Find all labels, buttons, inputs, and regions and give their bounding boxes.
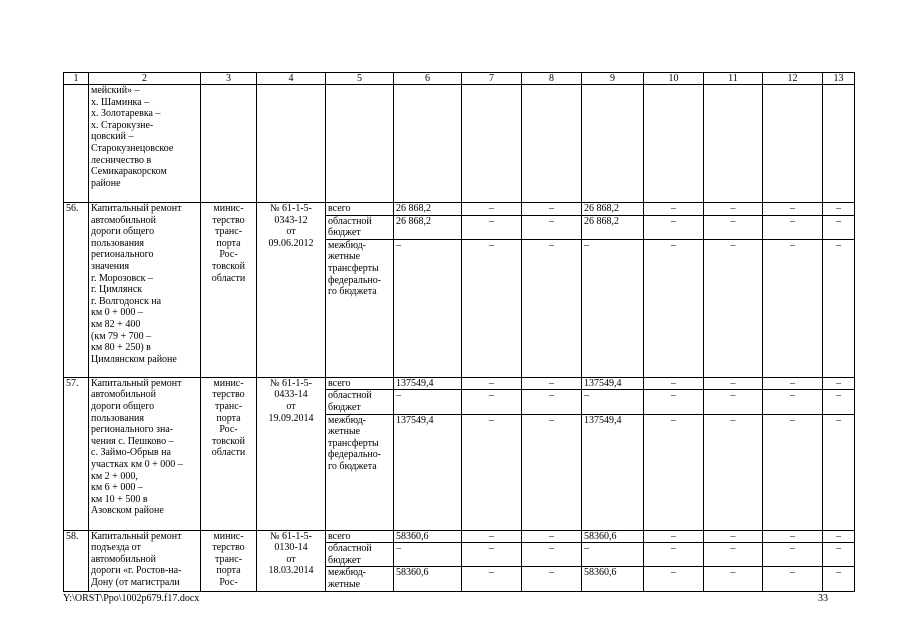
empty-cell xyxy=(763,85,823,203)
continuation-row xyxy=(64,85,855,203)
document-cell: № 61-1-5- 0433-14 от 19.09.2014 xyxy=(257,377,326,530)
col-header: 9 xyxy=(582,73,644,85)
empty-cell xyxy=(823,85,855,203)
empty-cell xyxy=(201,85,257,203)
entry-number: 58. xyxy=(64,530,89,591)
amount-cell: – xyxy=(522,377,582,390)
amount-cell: 58360,6 xyxy=(582,530,644,543)
amount-cell: 26 868,2 xyxy=(582,215,644,239)
col-header: 3 xyxy=(201,73,257,85)
budget-row xyxy=(64,203,855,216)
amount-cell: – xyxy=(644,567,704,591)
amount-cell: – xyxy=(763,239,823,377)
amount-cell: – xyxy=(763,530,823,543)
amount-cell: – xyxy=(644,203,704,216)
amount-cell: – xyxy=(462,377,522,390)
col-header: 6 xyxy=(394,73,462,85)
amount-cell: – xyxy=(823,543,855,567)
amount-cell: – xyxy=(763,215,823,239)
amount-cell: – xyxy=(823,239,855,377)
col-header: 4 xyxy=(257,73,326,85)
entry-number: 56. xyxy=(64,203,89,378)
empty-cell xyxy=(257,85,326,203)
amount-cell: – xyxy=(763,390,823,414)
amount-cell: – xyxy=(644,377,704,390)
organization-cell: минис- терство транс- порта Рос- товской области xyxy=(201,377,257,530)
amount-cell: – xyxy=(763,203,823,216)
amount-cell: – xyxy=(704,215,763,239)
amount-cell: – xyxy=(823,215,855,239)
empty-cell xyxy=(326,85,394,203)
amount-cell: – xyxy=(644,543,704,567)
amount-cell: – xyxy=(522,530,582,543)
amount-cell: 58360,6 xyxy=(394,530,462,543)
entry-number: 57. xyxy=(64,377,89,530)
amount-cell: – xyxy=(763,414,823,530)
amount-cell: – xyxy=(462,215,522,239)
document-cell: № 61-1-5- 0343-12 от 09.06.2012 xyxy=(257,203,326,378)
amount-cell: 26 868,2 xyxy=(394,215,462,239)
amount-cell: – xyxy=(704,567,763,591)
amount-cell: 58360,6 xyxy=(582,567,644,591)
col-header: 8 xyxy=(522,73,582,85)
budget-row xyxy=(64,530,855,543)
funding-source-cell: областной бюджет xyxy=(326,390,394,414)
amount-cell: – xyxy=(522,567,582,591)
object-name-cell: Капитальный ремонт автомобильной дороги общего пользования регионального значения г. Морозовск – г. Цимлянск г. Волгодонск на км 0 + 000 – км 82 + 400 (км 79 + 700 – км 80 + 250) в Цимлянском районе xyxy=(89,203,201,378)
footer-file-path: Y:\ORST\Ppo\1002p679.f17.docx xyxy=(63,593,200,604)
amount-cell: – xyxy=(582,543,644,567)
amount-cell: – xyxy=(522,543,582,567)
amount-cell: – xyxy=(823,567,855,591)
funding-source-cell: всего xyxy=(326,530,394,543)
budget-row xyxy=(64,377,855,390)
amount-cell: – xyxy=(763,567,823,591)
amount-cell: – xyxy=(644,215,704,239)
amount-cell: – xyxy=(644,414,704,530)
amount-cell: 137549,4 xyxy=(582,414,644,530)
amount-cell: – xyxy=(462,567,522,591)
amount-cell: 58360,6 xyxy=(394,567,462,591)
object-name-cell: Капитальный ремонт подъезда от автомобильной дороги «г. Ростов-на- Дону (от магистрали xyxy=(89,530,201,591)
amount-cell: – xyxy=(582,390,644,414)
amount-cell: – xyxy=(823,390,855,414)
funding-source-cell: всего xyxy=(326,377,394,390)
col-header: 13 xyxy=(823,73,855,85)
amount-cell: – xyxy=(704,543,763,567)
empty-cell xyxy=(462,85,522,203)
column-numbers-row xyxy=(64,73,855,85)
funding-source-cell: областной бюджет xyxy=(326,543,394,567)
empty-cell xyxy=(522,85,582,203)
amount-cell: – xyxy=(522,203,582,216)
amount-cell: – xyxy=(394,390,462,414)
amount-cell: 26 868,2 xyxy=(394,203,462,216)
amount-cell: – xyxy=(823,414,855,530)
budget-table xyxy=(63,72,855,592)
amount-cell: 137549,4 xyxy=(394,377,462,390)
amount-cell: – xyxy=(704,377,763,390)
funding-source-cell: межбюд- жетные трансферты федерально- го бюджета xyxy=(326,239,394,377)
amount-cell: – xyxy=(644,530,704,543)
amount-cell: – xyxy=(644,239,704,377)
col-header: 11 xyxy=(704,73,763,85)
col-header: 5 xyxy=(326,73,394,85)
amount-cell: – xyxy=(823,377,855,390)
amount-cell: – xyxy=(704,530,763,543)
amount-cell: – xyxy=(462,390,522,414)
document-cell: № 61-1-5- 0130-14 от 18.03.2014 xyxy=(257,530,326,591)
amount-cell: – xyxy=(522,414,582,530)
amount-cell: – xyxy=(704,414,763,530)
object-name-cell: Капитальный ремонт автомобильной дороги общего пользования регионального зна- чения с. Пешково – с. Займо-Обрыв на участках км 0 + 000 – км 2 + 000, км 6 + 000 – км 10 + 500 в Азовском районе xyxy=(89,377,201,530)
amount-cell: – xyxy=(644,390,704,414)
col-header: 12 xyxy=(763,73,823,85)
amount-cell: – xyxy=(462,543,522,567)
empty-cell xyxy=(64,85,89,203)
amount-cell: – xyxy=(462,530,522,543)
amount-cell: – xyxy=(823,530,855,543)
col-header: 1 xyxy=(64,73,89,85)
amount-cell: 26 868,2 xyxy=(582,203,644,216)
empty-cell xyxy=(644,85,704,203)
page-number: 33 xyxy=(818,593,828,604)
amount-cell: 137549,4 xyxy=(582,377,644,390)
amount-cell: – xyxy=(522,239,582,377)
amount-cell: – xyxy=(522,390,582,414)
amount-cell: – xyxy=(704,390,763,414)
amount-cell: – xyxy=(582,239,644,377)
amount-cell: – xyxy=(763,543,823,567)
col-header: 2 xyxy=(89,73,201,85)
organization-cell: минис- терство транс- порта Рос- xyxy=(201,530,257,591)
organization-cell: минис- терство транс- порта Рос- товской области xyxy=(201,203,257,378)
funding-source-cell: межбюд- жетные трансферты федерально- го бюджета xyxy=(326,414,394,530)
amount-cell: – xyxy=(462,203,522,216)
amount-cell: – xyxy=(394,239,462,377)
empty-cell xyxy=(704,85,763,203)
amount-cell: – xyxy=(823,203,855,216)
amount-cell: – xyxy=(462,239,522,377)
amount-cell: – xyxy=(704,239,763,377)
object-name-cell: мейский» – х. Шаминка – х. Золотаревка – х. Старокузне- цовский – Старокузнецовское лесничество в Семикаракорском районе xyxy=(89,85,201,203)
amount-cell: – xyxy=(394,543,462,567)
funding-source-cell: межбюд- жетные xyxy=(326,567,394,591)
amount-cell: 137549,4 xyxy=(394,414,462,530)
col-header: 7 xyxy=(462,73,522,85)
empty-cell xyxy=(394,85,462,203)
funding-source-cell: областной бюджет xyxy=(326,215,394,239)
empty-cell xyxy=(582,85,644,203)
amount-cell: – xyxy=(522,215,582,239)
amount-cell: – xyxy=(763,377,823,390)
col-header: 10 xyxy=(644,73,704,85)
amount-cell: – xyxy=(704,203,763,216)
amount-cell: – xyxy=(462,414,522,530)
funding-source-cell: всего xyxy=(326,203,394,216)
